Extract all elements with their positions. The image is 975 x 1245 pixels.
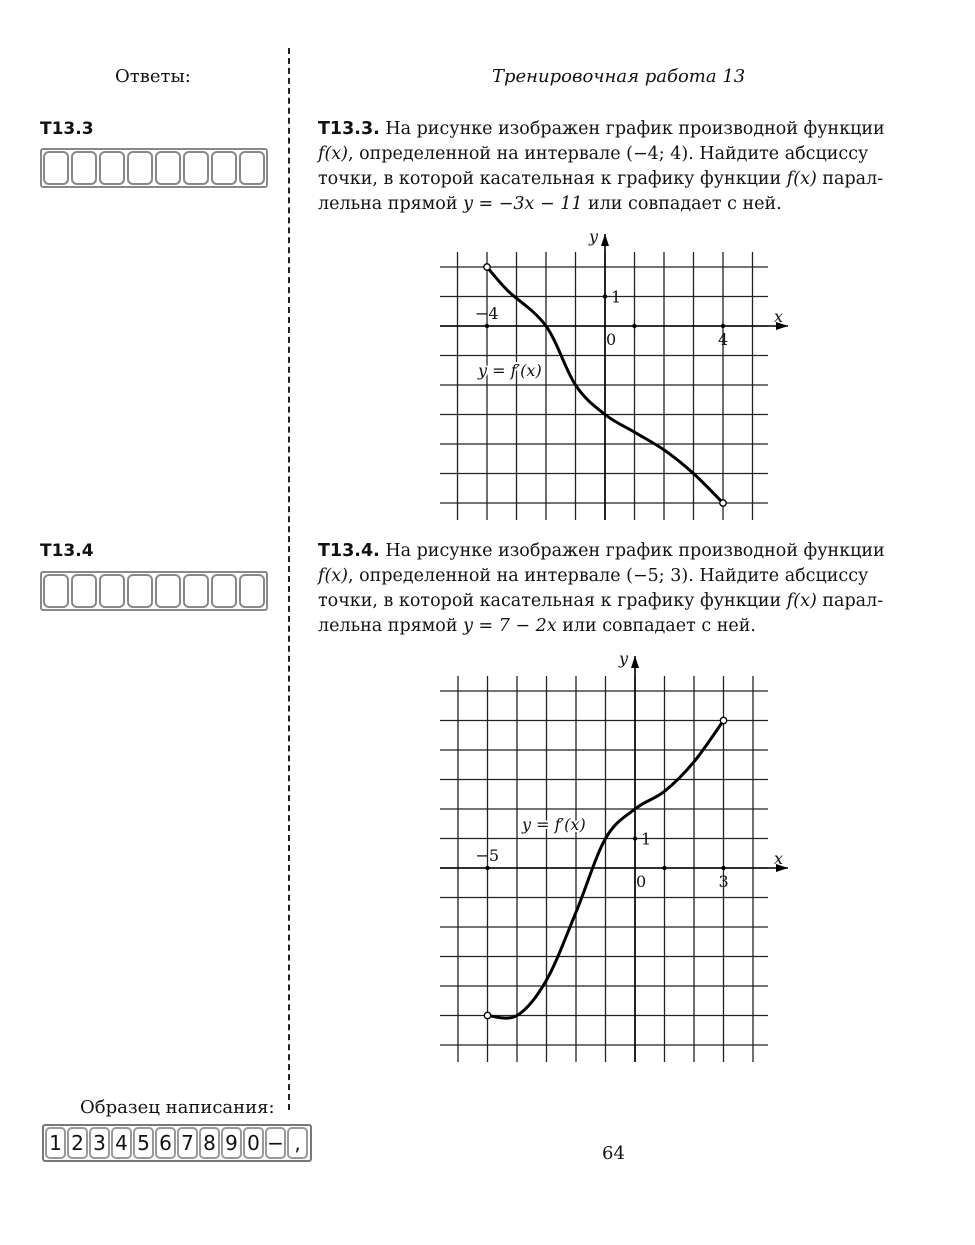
tick-label-x-pos: 4 [718,330,729,349]
tick-label-origin: 0 [606,330,617,349]
function-name: f(x) [786,169,817,189]
sample-char: 1 [45,1127,66,1159]
problem-line-text: парал- [816,169,884,189]
sample-label: Образец написания: [80,1097,275,1118]
problem-line [318,192,910,217]
problem-line-text: или совпадает с ней. [582,194,782,214]
problem-text-t13-4 [318,539,910,639]
sample-digits [42,1124,312,1162]
function-name: f(x) [318,566,349,586]
problem-line [318,589,910,614]
answer-cell[interactable] [183,574,209,608]
x-axis-label: x [774,849,784,868]
problem-line-text: лельна прямой [318,194,464,214]
tick-mark [632,324,636,328]
tick-mark [603,294,607,298]
problem-line [318,117,910,142]
sample-char: 5 [133,1127,154,1159]
function-name: f(x) [318,144,349,164]
tick-label-x-neg: −4 [475,304,499,323]
curve-label: y = f′(x) [478,361,542,380]
problem-line-text: парал- [816,591,884,611]
answer-cell[interactable] [99,151,125,185]
tick-mark [662,866,666,870]
curve-label: y = f′(x) [522,815,586,834]
tick-label-origin: 0 [636,872,647,891]
problem-line-text: или совпадает с ней. [556,616,756,636]
answer-cell[interactable] [239,151,265,185]
y-axis-arrow [631,656,639,668]
sample-char: − [265,1127,286,1159]
tick-label-y-unit: 1 [641,829,652,849]
answer-cell[interactable] [211,151,237,185]
answer-label-t13-3: T13.3 [40,119,94,139]
grid [440,252,768,520]
page-number: 64 [602,1143,625,1164]
sample-char: 7 [177,1127,198,1159]
open-endpoint [484,1012,490,1018]
answer-label-t13-4: T13.4 [40,541,94,561]
tick-label-y-unit: 1 [611,287,622,307]
tick-label-x-pos: 3 [718,872,729,891]
sample-char: 4 [111,1127,132,1159]
tick-mark [485,866,489,870]
answer-cell[interactable] [211,574,237,608]
sample-char: 8 [199,1127,220,1159]
answer-cell[interactable] [127,151,153,185]
answer-cell[interactable] [239,574,265,608]
derivative-graph-t13-3 [430,228,800,528]
answer-cell[interactable] [99,574,125,608]
problem-line-text: На рисунке изображен график производной функции [385,119,885,139]
tick-mark [721,324,725,328]
problem-line-text: лельна прямой [318,616,464,636]
problem-number: T13.3. [318,119,380,139]
sample-char: 9 [221,1127,242,1159]
problem-line [318,142,910,167]
answer-cells-t13-4[interactable] [40,571,268,611]
problem-number: T13.4. [318,541,380,561]
work-title: Тренировочная работа 13 [492,66,746,87]
sample-char: 2 [67,1127,88,1159]
sample-char: 3 [89,1127,110,1159]
problem-line-text: точки, в которой касательная к графику функции [318,169,787,189]
problem-line [318,167,910,192]
problem-text-t13-3 [318,117,910,217]
answers-header: Ответы: [115,66,191,87]
answer-cell[interactable] [127,574,153,608]
problem-line [318,614,910,639]
problem-line-text: точки, в которой касательная к графику функции [318,591,787,611]
tick-label-x-neg: −5 [475,846,500,865]
answer-cell[interactable] [43,151,69,185]
y-axis-arrow [601,234,609,246]
open-endpoint [720,717,726,723]
sample-char: 6 [155,1127,176,1159]
problem-line-text: , определенной на интервале (−4; 4). Найдите абсциссу [348,144,869,164]
answer-cell[interactable] [71,151,97,185]
answer-cell[interactable] [43,574,69,608]
open-endpoint [720,500,726,506]
sample-char: , [287,1127,308,1159]
answer-cells-t13-3[interactable] [40,148,268,188]
open-endpoint [484,264,490,270]
line-equation: y = 7 − 2x [463,616,557,636]
answer-cell[interactable] [155,574,181,608]
tick-mark [721,866,725,870]
function-name: f(x) [786,591,817,611]
problem-line [318,564,910,589]
column-divider [288,48,290,1110]
line-equation: y = −3x − 11 [463,194,583,214]
answer-cell[interactable] [155,151,181,185]
problem-line-text: На рисунке изображен график производной функции [385,541,885,561]
answer-cell[interactable] [71,574,97,608]
y-axis-label: y [589,228,599,246]
problem-line [318,539,910,564]
tick-mark [633,836,637,840]
problem-line-text: , определенной на интервале (−5; 3). Найдите абсциссу [348,566,869,586]
tick-mark [485,324,489,328]
derivative-graph-t13-4 [430,650,800,1065]
answer-cell[interactable] [183,151,209,185]
sample-char: 0 [243,1127,264,1159]
x-axis-label: x [774,307,784,326]
y-axis-label: y [619,650,629,668]
